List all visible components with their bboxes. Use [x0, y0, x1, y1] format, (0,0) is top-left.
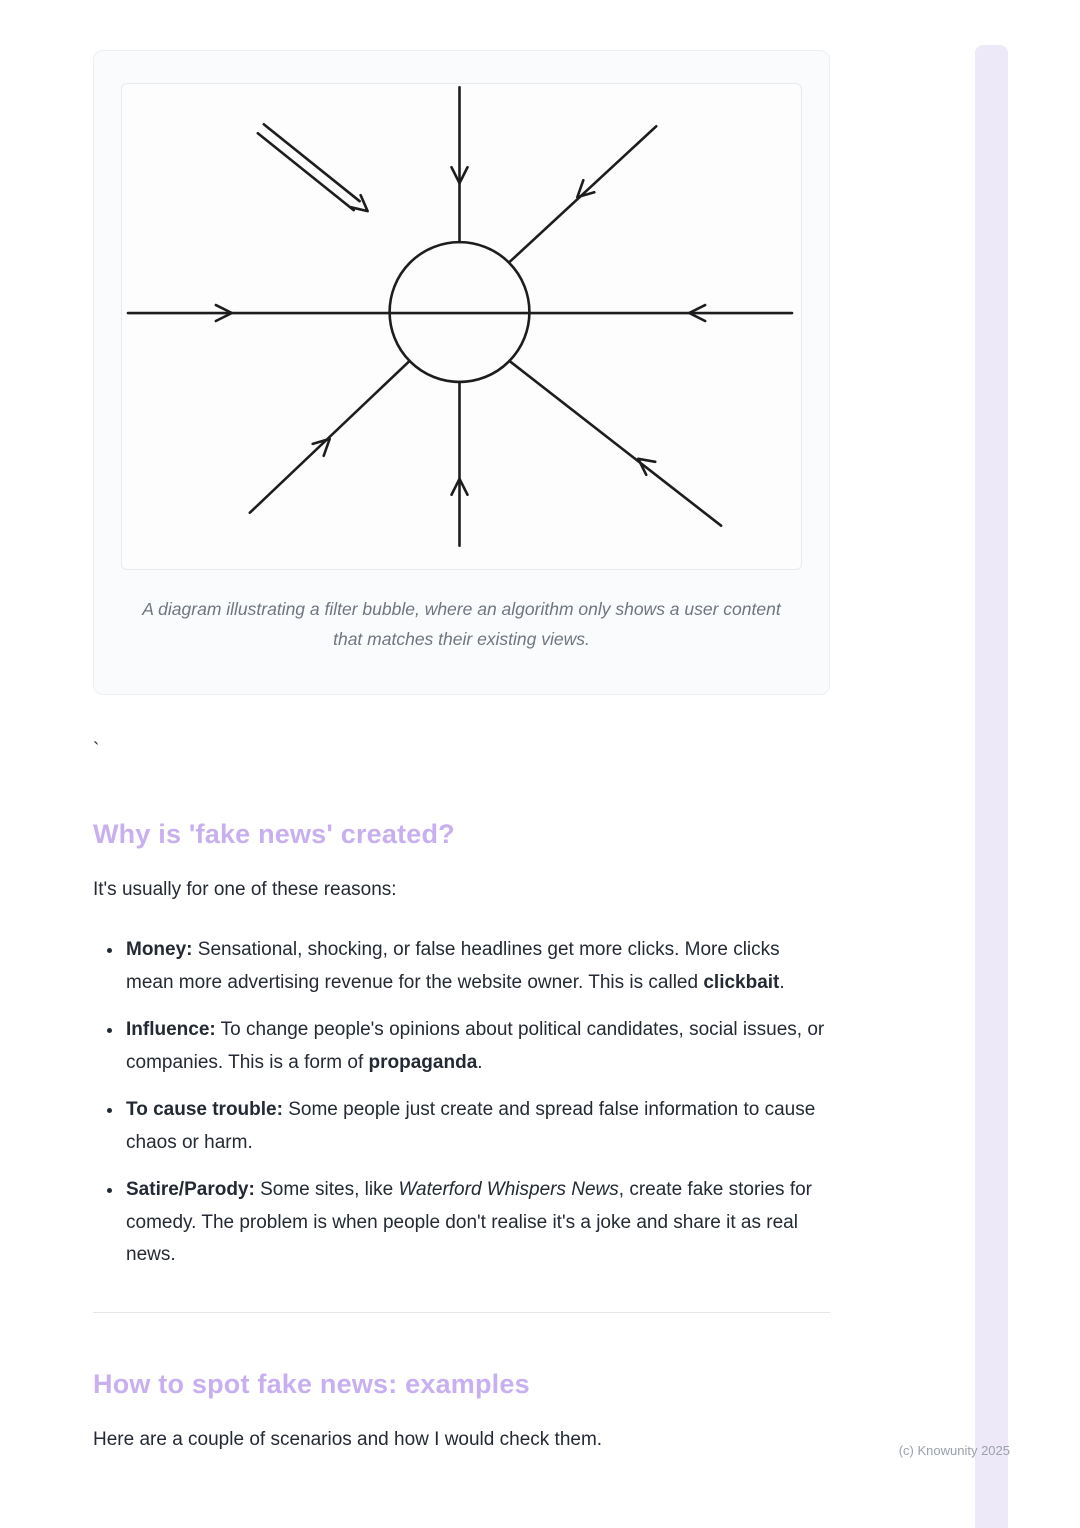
list-item — [124, 934, 830, 999]
section-heading-why-fake-news: Why is 'fake news' created? — [93, 819, 455, 849]
spot-section-intro: Here are a couple of scenarios and how I would check them. — [93, 1428, 603, 1450]
list-item-text: Some people just create and spread false information to cause chaos or harm. — [126, 1099, 816, 1153]
copyright-note: (c) Knowunity 2025 — [898, 1443, 1010, 1458]
list-item — [124, 1094, 830, 1159]
list-item-text: To cause trouble: — [126, 1099, 283, 1120]
filter-bubble-diagram-icon — [122, 84, 801, 569]
document-content — [93, 50, 830, 1456]
list-item-text: Money: — [126, 939, 193, 960]
list-item-text: Waterford Whispers News — [398, 1179, 619, 1200]
list-item-text: Sensational, shocking, or false headlines get more clicks. More clicks mean more advertising revenue for the website owner. This is called — [126, 939, 780, 993]
list-item-text: . — [779, 971, 785, 993]
figure-card — [93, 50, 830, 695]
list-item-text: . — [477, 1051, 483, 1073]
side-scrollbar[interactable] — [975, 45, 1008, 1528]
diagram-box — [121, 83, 802, 570]
why-section-intro: It's usually for one of these reasons: — [93, 879, 397, 900]
list-item-text: Satire/Parody: — [126, 1179, 255, 1200]
list-item-text: To change people's opinions about political candidates, social issues, or companies. This is a form of — [126, 1019, 825, 1073]
list-item — [124, 1174, 830, 1272]
list-item-text: , create fake stories for comedy. The problem is when people don't realise it's a joke and share it as real news. — [126, 1179, 813, 1265]
figure-caption: A diagram illustrating a filter bubble, where an algorithm only shows a user content that matches their existing views. — [142, 599, 781, 649]
section-divider — [93, 1312, 830, 1313]
stray-backtick-text: ` — [93, 740, 100, 761]
list-item-text: Influence: — [126, 1019, 216, 1040]
section-heading-how-to-spot: How to spot fake news: examples — [93, 1368, 530, 1399]
list-item-text: clickbait — [703, 971, 780, 993]
list-item — [124, 1014, 830, 1079]
list-item-text: Some sites, like — [254, 1179, 399, 1200]
reasons-list — [93, 934, 830, 1272]
list-item-text: propaganda — [368, 1051, 478, 1073]
